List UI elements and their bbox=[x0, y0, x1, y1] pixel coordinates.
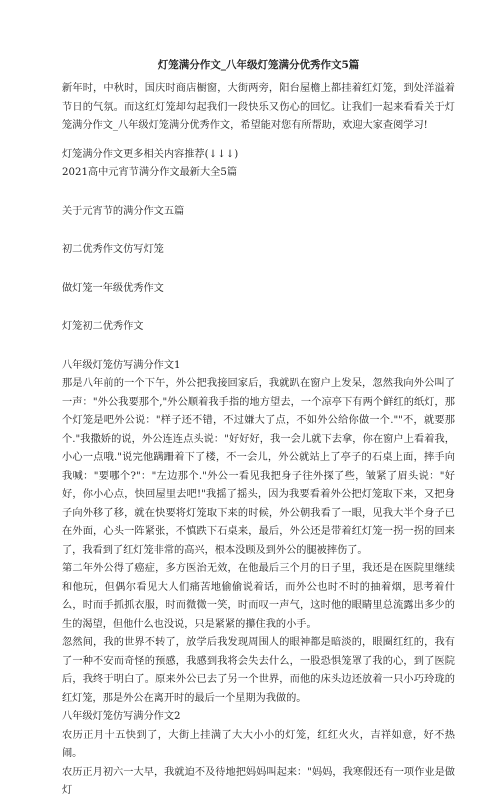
recommend-line: 灯笼满分作文更多相关内容推荐(↓↓↓) bbox=[62, 148, 239, 160]
related-link-3[interactable]: 做灯笼一年级优秀作文 bbox=[62, 282, 164, 294]
related-link-2[interactable]: 初二优秀作文仿写灯笼 bbox=[62, 244, 164, 255]
essay2-paragraph-1: 农历正月十五快到了，大街上挂满了大大小小的灯笼，红红火火，吉祥如意，好不热闹。 bbox=[62, 729, 455, 759]
essay1-paragraph-2: 第二年外公得了癌症，多方医治无效，在他最后三个月的日子里，我还是在医院里继续和他玩，但偶尔看见大人们痛苦地偷偷说着话，而外公也时不时的抽着烟，思考着什么，时而手抓抓衣服，时而微微一笑，时而叹一声气，这时他的眼睛里总流露出多少的生的渴望，但他什么也没说，只是紧紧的攥住我的小手。 bbox=[62, 563, 455, 630]
related-link-1[interactable]: 关于元宵节的满分作文五篇 bbox=[62, 205, 185, 217]
recommend-link[interactable]: 2021高中元宵节满分作文最新大全5篇 bbox=[62, 167, 238, 178]
essay1-paragraph-1: 那是八年前的一个下午，外公把我接回家后，我就趴在窗户上发呆，忽然我向外公叫了一声："外公我要那个,"外公顺着我手指的地方望去，一个凉亭下有两个鲜红的纸灯，那个灯笼是吧外公说："样子还不错，不过嫌大了点，不如外公给你做一个.""不，就要那个."我撒娇的说，外公连连点头说："好好好，我一会儿就下去拿，你在窗户上看着我，小心一点哦."说完他蹒跚着下了楼，不一会儿，外公就站上了亭子的石桌上面，摔手向我喊："要哪个?"："左边那个."外公一看见我把身子往外探了些，皱紧了眉头说："好好，你小心点，快回屋里去吧!"我摇了摇头，因为我要看着外公把灯笼取下来，又把身子向外移了移，就在快要将灯笼取下来的时候，外公朝我看了一眼，见我大半个身子已在外面，心头一阵紧张，不慎跌下石桌来，最后，外公还是带着红灯笼一拐一拐的回来了，我看到了红灯笼非常的高兴，根本没顾及到外公的腿被摔伤了。 bbox=[62, 378, 455, 556]
intro-paragraph: 新年时，中秋时，国庆时商店橱窗，大街两旁，阳台屋檐上都挂着红灯笼，到处洋溢着节日的气氛。而这红灯笼却勾起我们一段快乐又伤心的回忆。让我们一起来看看关于灯笼满分作文_八年级灯笼满分优秀作文，希望能对您有所帮助，欢迎大家查阅学习! bbox=[62, 83, 455, 131]
doc-title: 灯笼满分作文_八年级灯笼满分优秀作文5篇 bbox=[157, 59, 360, 71]
essay2-paragraph-2: 农历正月初六一大早，我就迫不及待地把妈妈叫起来："妈妈，我寒假还有一项作业是做灯 bbox=[62, 766, 455, 796]
essay1-title: 八年级灯笼仿写满分作文1 bbox=[62, 359, 181, 371]
related-link-4[interactable]: 灯笼初二优秀作文 bbox=[62, 321, 144, 332]
essay1-paragraph-3: 忽然间，我的世界不转了，放学后我发现周围人的眼神都是暗淡的，眼圈红红的，我有了一种不安而奇怪的预感，我感到我将会失去什么，一股恐惧笼罩了我的心，到了医院后，我终于明白了。原来外公已去了另一个世界，而他的床头边还放着一只小巧玲珑的红灯笼，那是外公在离开时的最后一个星期为我做的。 bbox=[62, 637, 455, 704]
essay2-title: 八年级灯笼仿写满分作文2 bbox=[62, 711, 181, 722]
